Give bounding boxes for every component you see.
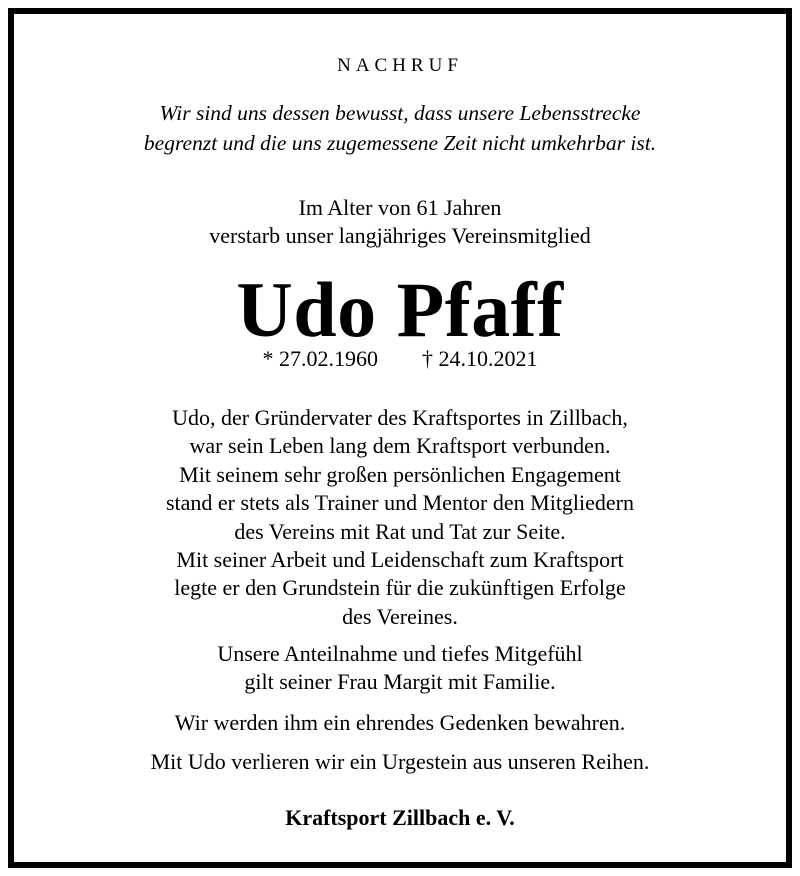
quote-line: begrenzt und die uns zugemessene Zeit nicht umkehrbar ist. (143, 131, 657, 155)
tribute-text (14, 404, 786, 631)
remembrance-line: Wir werden ihm ein ehrendes Gedenken bewahren. (174, 710, 626, 735)
intro-line: Im Alter von 61 Jahren (298, 195, 502, 220)
intro-text (14, 194, 786, 250)
tribute-line: legte er den Grundstein für die zukünftigen Erfolge (174, 575, 626, 601)
club-signature: Kraftsport Zillbach e. V. (285, 805, 515, 830)
obituary-content (14, 14, 786, 862)
quote-line: Wir sind uns dessen bewusst, dass unsere Lebensstrecke (159, 101, 641, 125)
tribute-line: des Vereines. (342, 603, 458, 629)
death-date: † 24.10.2021 (422, 346, 538, 371)
tribute-line: Mit seinem sehr großen persönlichen Engagement (179, 461, 621, 487)
sympathy-line: gilt seiner Frau Margit mit Familie. (244, 669, 556, 694)
opening-quote (14, 98, 786, 158)
tribute-line: war sein Leben lang dem Kraftsport verbunden. (189, 433, 611, 459)
deceased-name: Udo Pfaff (236, 266, 564, 353)
tribute-line: Mit seiner Arbeit und Leidenschaft zum Kraftsport (176, 547, 624, 573)
loss-line: Mit Udo verlieren wir ein Urgestein aus unseren Reihen. (150, 749, 650, 774)
sympathy-line: Unsere Anteilnahme und tiefes Mitgefühl (217, 641, 583, 666)
obituary-frame (8, 8, 792, 868)
life-dates (14, 344, 786, 374)
tribute-line: des Vereins mit Rat und Tat zur Seite. (234, 518, 566, 544)
birth-date: * 27.02.1960 (262, 346, 378, 371)
obituary-heading: NACHRUF (337, 55, 463, 76)
tribute-line: stand er stets als Trainer und Mentor den Mitgliedern (165, 490, 635, 516)
intro-line: verstarb unser langjähriges Vereinsmitglied (209, 223, 591, 248)
tribute-line: Udo, der Gründervater des Kraftsportes in Zillbach, (172, 405, 628, 430)
sympathy-text (14, 640, 786, 696)
